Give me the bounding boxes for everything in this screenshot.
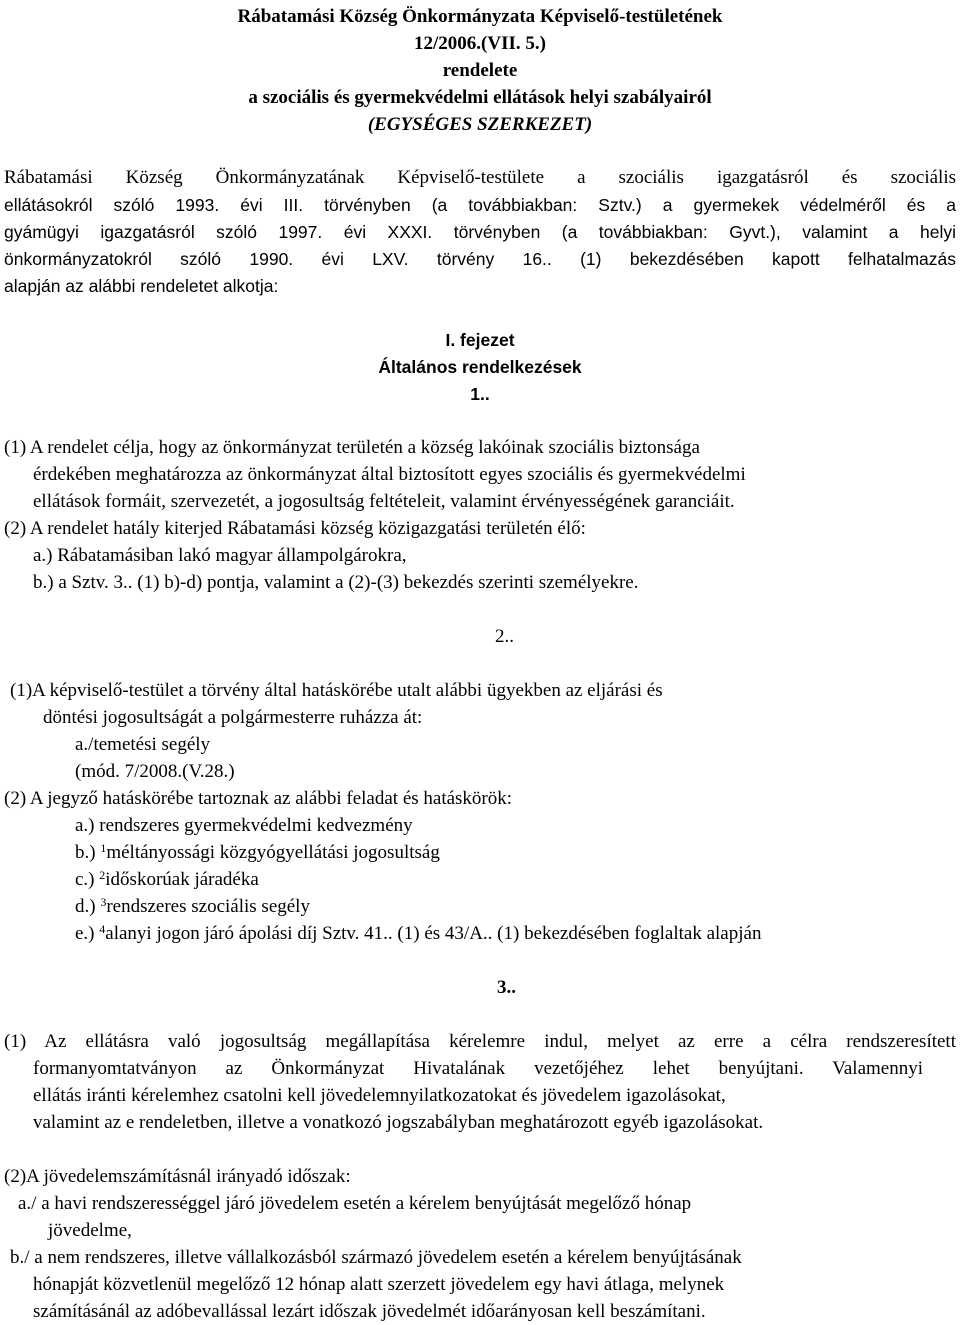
s1-p1-line-1: (1) A rendelet célja, hogy az önkormányzat területén a község lakóinak szociális biztonsága (4, 437, 700, 458)
item-e-prefix: e.) (75, 923, 100, 944)
s2-p2-item-d (75, 893, 310, 920)
title-line-2: 12/2006.(VII. 5.) (414, 33, 546, 54)
s2-p2-item-e (75, 920, 761, 947)
item-b-prefix: b.) (75, 842, 101, 863)
item-d-text: rendszeres szociális segély (106, 896, 310, 917)
item-c-text: időskorúak járadéka (105, 869, 259, 890)
footnote-ref-3: 3 (100, 895, 107, 909)
footnote-ref-2: 2 (99, 868, 106, 882)
s3-p2-item-b-line-1: b./ a nem rendszeres, illetve vállalkozásból származó jövedelem esetén a kérelem benyújtásának (10, 1247, 742, 1268)
s3-p1-line-3: ellátás iránti kérelemhez csatolni kell jövedelemnyilatkozatokat és jövedelem igazolásokat, (33, 1085, 726, 1106)
s2-p2-item-a: a.) rendszeres gyermekvédelmi kedvezmény (75, 815, 413, 836)
s2-p1-line-2: döntési jogosultságát a polgármesterre ruházza át: (43, 707, 423, 728)
item-e-text: alanyi jogon járó ápolási díj Sztv. 41.. (1) és 43/A.. (1) bekezdésében foglaltak alapján (105, 923, 762, 944)
s3-p2-item-a-line-1: a./ a havi rendszerességgel járó jövedelem esetén a kérelem benyújtását megelőző hónap (18, 1193, 692, 1214)
s2-p1-line-1: (1)A képviselő-testület a törvény által hatáskörébe utalt alábbi ügyekben az eljárási és (10, 680, 663, 701)
title-line-3: rendelete (442, 60, 518, 81)
item-c-prefix: c.) (75, 869, 100, 890)
title-line-1: Rábatamási Község Önkormányzata Képviselő-testületének (237, 6, 723, 27)
s2-p1-item-a: a./temetési segély (75, 734, 211, 755)
section-2-heading: 2.. (495, 626, 514, 647)
s1-p2-item-a: a.) Rábatamásiban lakó magyar állampolgárokra, (33, 545, 407, 566)
preamble-line-4: önkormányzatokról szóló 1990. évi LXV. törvény 16.. (1) bekezdésében kapott felhatalmazás (4, 249, 956, 269)
preamble-line-5: alapján az alábbi rendeletet alkotja: (4, 276, 279, 296)
preamble-line-3: gyámügyi igazgatásról szóló 1997. évi XXXI. törvényben (a továbbiakban: Gyvt.), valamint a helyi (4, 222, 956, 242)
s1-p2-line-1: (2) A rendelet hatály kiterjed Rábatamási község közigazgatási területén élő: (4, 518, 586, 539)
s3-p1-line-4: valamint az e rendeletben, illetve a vonatkozó jogszabályban meghatározott egyéb igazolásokat. (33, 1112, 764, 1133)
preamble-line-1: Rábatamási Község Önkormányzatának Képviselő-testülete a szociális igazgatásról és szociális (4, 167, 956, 188)
s3-p2-item-b-line-3: számításánál az adóbevallással lezárt időszak jövedelmét időarányosan kell beszámítani. (33, 1301, 706, 1322)
chapter-number: I. fejezet (445, 330, 515, 350)
s3-p1-line-2: formanyomtatványon az Önkormányzat Hivatalának vezetőjéhez lehet benyújtani. Valamennyi (33, 1058, 923, 1079)
section-1-heading: 1.. (470, 384, 490, 404)
item-b-text: méltányossági közgyógyellátási jogosultság (106, 842, 440, 863)
s1-p1-line-2: érdekében meghatározza az önkormányzat által biztosított egyes szociális és gyermekvédelmi (33, 464, 746, 485)
s1-p2-item-b: b.) a Sztv. 3.. (1) b)-d) pontja, valamint a (2)-(3) bekezdés szerinti személyekre. (33, 572, 639, 593)
preamble-line-2: ellátásokról szóló 1993. évi III. törvényben (a továbbiakban: Sztv.) a gyermekek védelméről és a (4, 195, 956, 215)
s3-p2-item-b-line-2: hónapját közvetlenül megelőző 12 hónap alatt szerzett jövedelem egy havi átlaga, melynek (33, 1274, 725, 1295)
s3-p1-line-1: (1) Az ellátásra való jogosultság megállapítása kérelemre indul, melyet az erre a célra rendszeresített (4, 1031, 956, 1052)
footnote-ref-1: 1 (100, 841, 107, 855)
item-d-prefix: d.) (75, 896, 101, 917)
s2-p2-item-b (75, 839, 440, 866)
section-3-heading: 3.. (497, 977, 516, 998)
s2-p2-line-1: (2) A jegyző hatáskörébe tartoznak az alábbi feladat és hatáskörök: (4, 788, 513, 809)
chapter-title: Általános rendelkezések (378, 357, 582, 377)
title-line-5: (EGYSÉGES SZERKEZET) (367, 114, 593, 135)
s3-p2-line-1: (2)A jövedelemszámításnál irányadó időszak: (4, 1166, 351, 1187)
s2-p2-item-c (75, 866, 259, 893)
footnote-ref-4: 4 (99, 922, 106, 936)
s1-p1-line-3: ellátások formáit, szervezetét, a jogosultság feltételeit, valamint érvényességének garanciáit. (33, 491, 735, 512)
s2-p1-item-a-note: (mód. 7/2008.(V.28.) (75, 761, 235, 782)
title-line-4: a szociális és gyermekvédelmi ellátások helyi szabályairól (248, 87, 712, 108)
s3-p2-item-a-line-2: jövedelme, (48, 1220, 132, 1241)
